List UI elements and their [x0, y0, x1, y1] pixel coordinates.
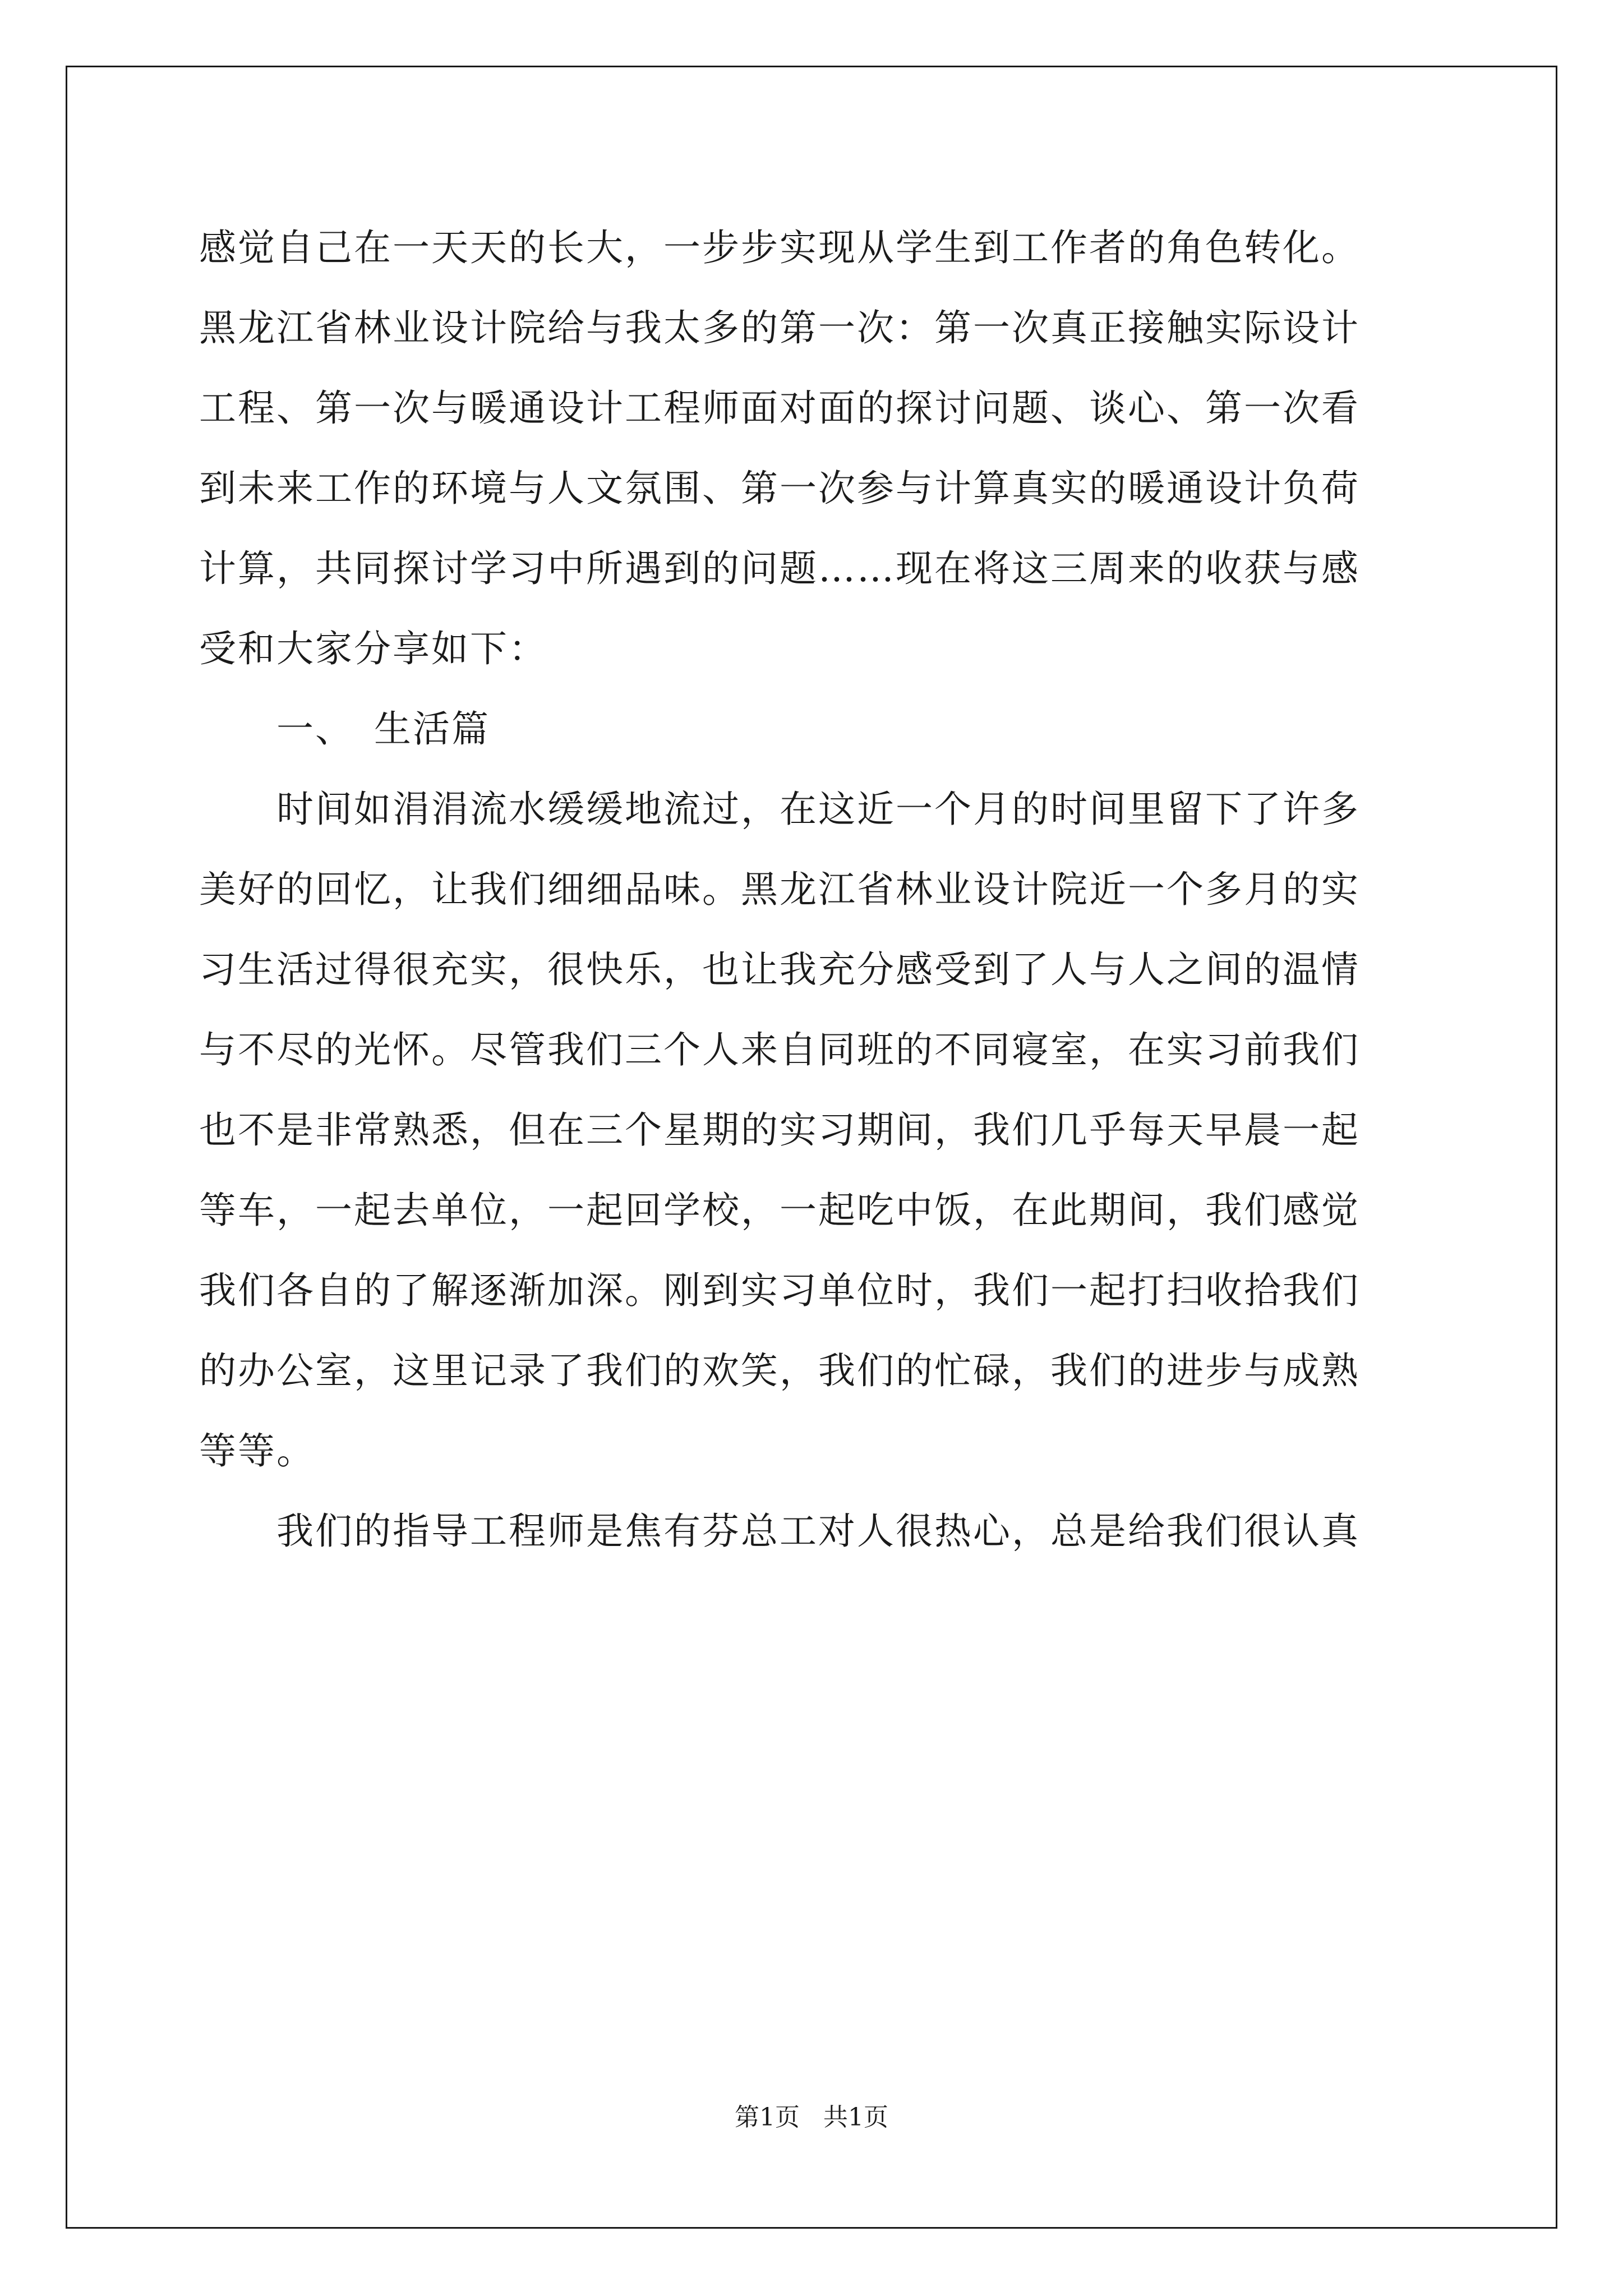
text-line: 我们的指导工程师是焦有芬总工对人很热心，总是给我们很认真 — [199, 1510, 1360, 1553]
text-line: 黑龙江省林业设计院给与我太多的第一次：第一次真正接触实际设计 — [199, 306, 1360, 349]
section-heading: 一、 生活篇 — [199, 707, 490, 751]
text-line: 工程、第一次与暖通设计工程师面对面的探讨问题、谈心、第一次看 — [199, 386, 1360, 430]
text-line: 也不是非常熟悉，但在三个星期的实习期间，我们几乎每天早晨一起 — [199, 1108, 1360, 1152]
text-line: 到未来工作的环境与人文氛围、第一次参与计算真实的暖通设计负荷 — [199, 467, 1360, 510]
document-body — [199, 208, 1433, 1571]
text-line: 时间如涓涓流水缓缓地流过，在这近一个月的时间里留下了许多 — [199, 788, 1360, 831]
page-footer — [0, 2097, 1623, 2133]
text-line: 我们各自的了解逐渐加深。刚到实习单位时，我们一起打扫收拾我们 — [199, 1269, 1360, 1312]
text-line: 感觉自己在一天天的长大，一步步实现从学生到工作者的角色转化。 — [199, 226, 1360, 269]
text-line: 的办公室，这里记录了我们的欢笑，我们的忙碌，我们的进步与成熟 — [199, 1349, 1360, 1392]
text-line: 计算，共同探讨学习中所遇到的问题……现在将这三周来的收获与感 — [199, 547, 1360, 590]
text-line: 等等。 — [199, 1429, 315, 1473]
page-total: 共1页 — [823, 2103, 888, 2132]
page-number: 第1页 — [735, 2103, 800, 2132]
text-line: 习生活过得很充实，很快乐，也让我充分感受到了人与人之间的温情 — [199, 948, 1360, 991]
text-line: 美好的回忆，让我们细细品味。黑龙江省林业设计院近一个多月的实 — [199, 868, 1360, 911]
text-line: 等车，一起去单位，一起回学校，一起吃中饭，在此期间，我们感觉 — [199, 1189, 1360, 1232]
text-line: 受和大家分享如下： — [199, 627, 547, 670]
text-line: 与不尽的光怀。尽管我们三个人来自同班的不同寝室，在实习前我们 — [199, 1028, 1360, 1071]
